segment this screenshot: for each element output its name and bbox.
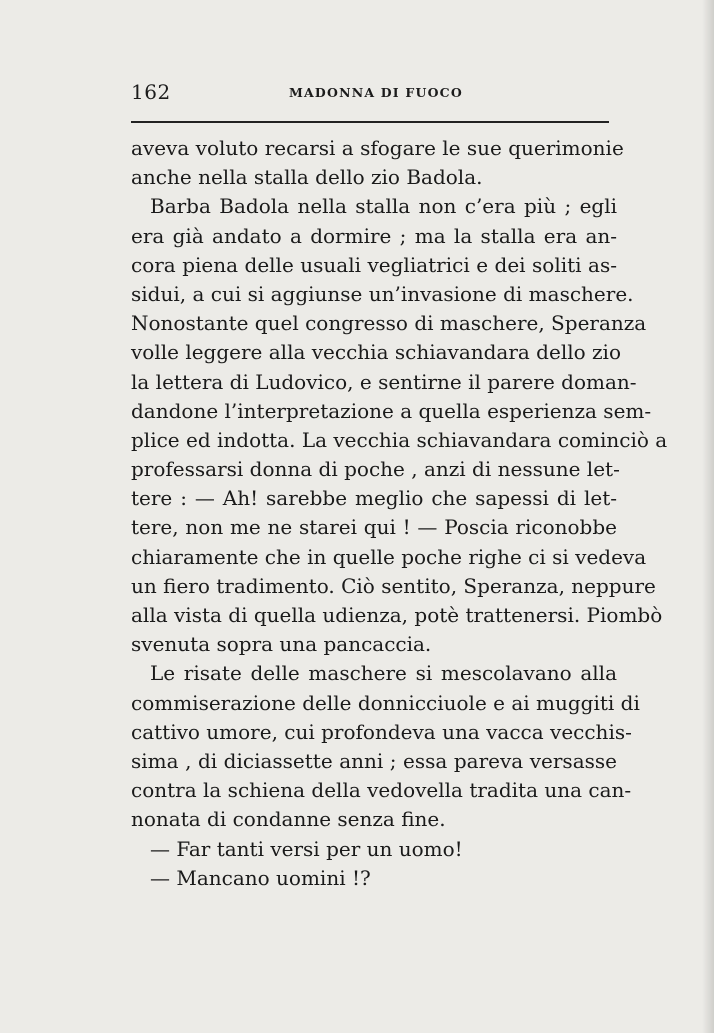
page-number: 162: [131, 80, 171, 104]
running-title: MADONNA DI FUOCO: [289, 85, 463, 100]
text-line: era già andato a dormire ; ma la stalla era an-: [131, 223, 617, 248]
dialogue-line: — Mancano uomini !?: [150, 865, 371, 890]
text-line: alla vista di quella udienza, potè trattenersi. Piombò: [131, 603, 663, 627]
text-line: cattivo umore, cui profondeva una vacca vecchis-: [131, 719, 632, 744]
body-text: [131, 134, 668, 893]
text-line: contra la schiena della vedovella tradita una can-: [131, 778, 632, 803]
page-edge-shadow: [702, 0, 714, 1033]
text-line: chiaramente che in quelle poche righe ci si vedeva: [131, 544, 647, 569]
text-line: nonata di condanne senza fine.: [131, 807, 446, 832]
text-line: sima , di diciassette anni ; essa pareva versasse: [131, 748, 617, 773]
dialogue-line: — Far tanti versi per un uomo!: [150, 836, 463, 861]
text-line: Barba Badola nella stalla non c’era più ; egli: [150, 194, 617, 219]
text-line: aveva voluto recarsi a sfogare le sue querimonie: [131, 136, 624, 160]
text-line: sidui, a cui si aggiunse un’invasione di maschere.: [131, 281, 634, 306]
text-line: commiserazione delle donnicciuole e ai muggiti di: [131, 690, 640, 715]
text-line: cora piena delle usuali vegliatrici e dei soliti as-: [131, 252, 617, 277]
text-line: svenuta sopra una pancaccia.: [131, 632, 432, 657]
header-rule: [131, 121, 609, 123]
text-line: un fiero tradimento. Ciò sentito, Speranza, neppure: [131, 573, 656, 598]
text-line: la lettera di Ludovico, e sentirne il parere doman-: [131, 369, 637, 394]
text-line: Nonostante quel congresso di maschere, Speranza: [131, 311, 647, 336]
text-line: volle leggere alla vecchia schiavandara dello zio: [131, 340, 621, 365]
text-line: tere, non me ne starei qui ! — Poscia riconobbe: [131, 515, 617, 540]
text-line: anche nella stalla dello zio Badola.: [131, 165, 483, 190]
text-line: professarsi donna di poche , anzi di nessune let-: [131, 457, 620, 482]
text-line: Le risate delle maschere si mescolavano alla: [150, 661, 617, 686]
page-header: [131, 80, 609, 108]
text-line: plice ed indotta. La vecchia schiavandara cominciò a: [131, 427, 668, 452]
text-line: dandone l’interpretazione a quella esperienza sem-: [131, 398, 652, 423]
text-line: tere : — Ah! sarebbe meglio che sapessi di let-: [131, 486, 617, 511]
